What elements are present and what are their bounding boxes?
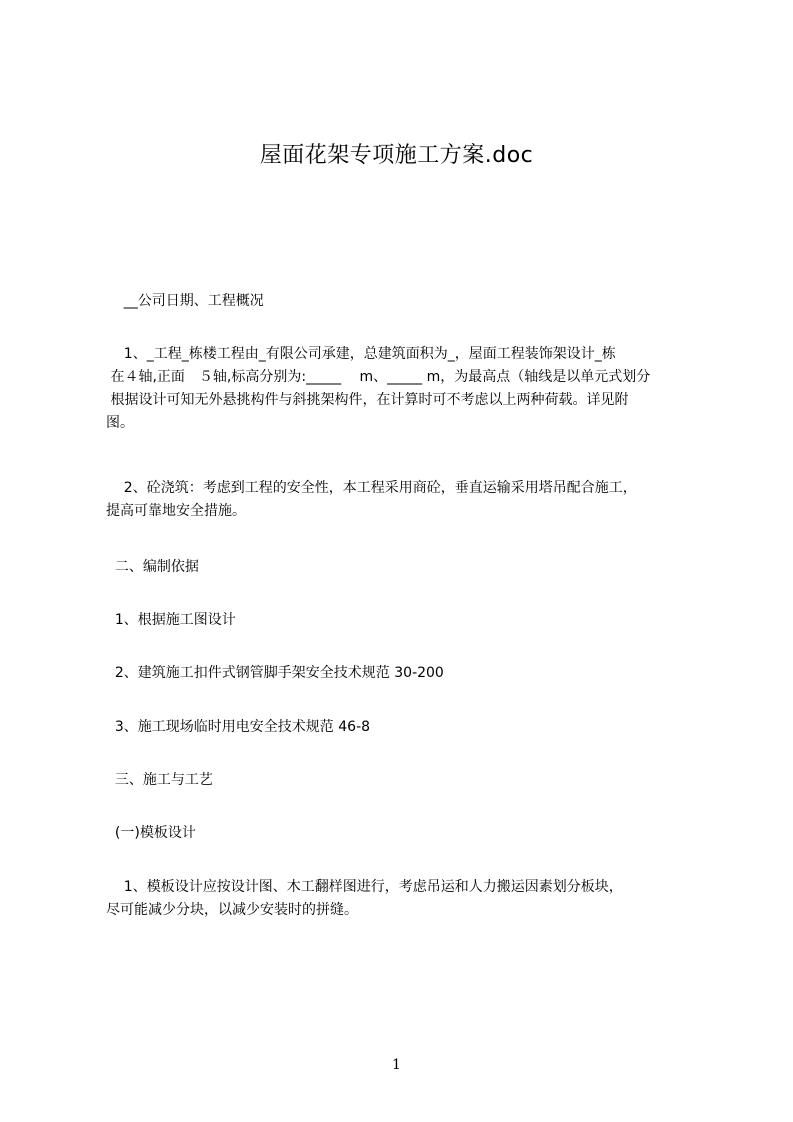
section-heading-construction <box>106 769 213 792</box>
heading-line: 二、编制依据 <box>106 559 199 575</box>
heading-line: 三、施工与工艺 <box>106 772 213 788</box>
list-item-basis-2 <box>106 662 444 685</box>
paragraph-concrete-pouring <box>106 477 637 523</box>
paragraph-line: 尽可能减少分块，以减少安装时的拼缝。 <box>106 902 358 918</box>
document-title: 屋面花架专项施工方案.doc <box>259 143 534 168</box>
paragraph-line: 2、砼浇筑：考虑到工程的安全性，本工程采用商砼，垂直运输采用塔吊配合施工， <box>106 480 637 496</box>
section-heading-basis <box>106 556 199 579</box>
heading-line: (一)模板设计 <box>106 825 196 841</box>
list-item-line: 3、施工现场临时用电安全技术规范 46-8 <box>106 719 371 735</box>
page-number: 1 <box>392 1057 401 1073</box>
list-item-basis-1 <box>106 609 236 632</box>
paragraph-line: 提高可靠地安全措施。 <box>106 503 246 519</box>
paragraph-line: 1、_工程_栋楼工程由_有限公司承建，总建筑面积为_，屋面工程装饰架设计_栋 <box>106 346 616 362</box>
paragraph-line: 根据设计可知无外悬挑构件与斜挑架构件，在计算时可不考虑以上两种荷载。详见附 <box>106 392 629 408</box>
paragraph-company-overview <box>106 290 264 313</box>
paragraph-line: __公司日期、工程概况 <box>106 293 264 309</box>
list-item-line: 1、根据施工图设计 <box>106 612 236 628</box>
list-item-line: 2、建筑施工扣件式钢管脚手架安全技术规范 30-200 <box>106 665 444 681</box>
subsection-heading-formwork <box>106 822 196 845</box>
paragraph-line: 1、模板设计应按设计图、木工翻样图进行，考虑吊运和人力搬运因素划分板块， <box>106 879 623 895</box>
paragraph-project-description <box>106 343 650 435</box>
paragraph-formwork-design <box>106 876 623 922</box>
list-item-basis-3 <box>106 716 370 739</box>
paragraph-line: 图。 <box>106 415 134 431</box>
paragraph-line: 在４轴,正面 ５轴,标高分别为:_____ m、_____ m，为最高点（轴线是以单元式划分 <box>106 369 651 385</box>
